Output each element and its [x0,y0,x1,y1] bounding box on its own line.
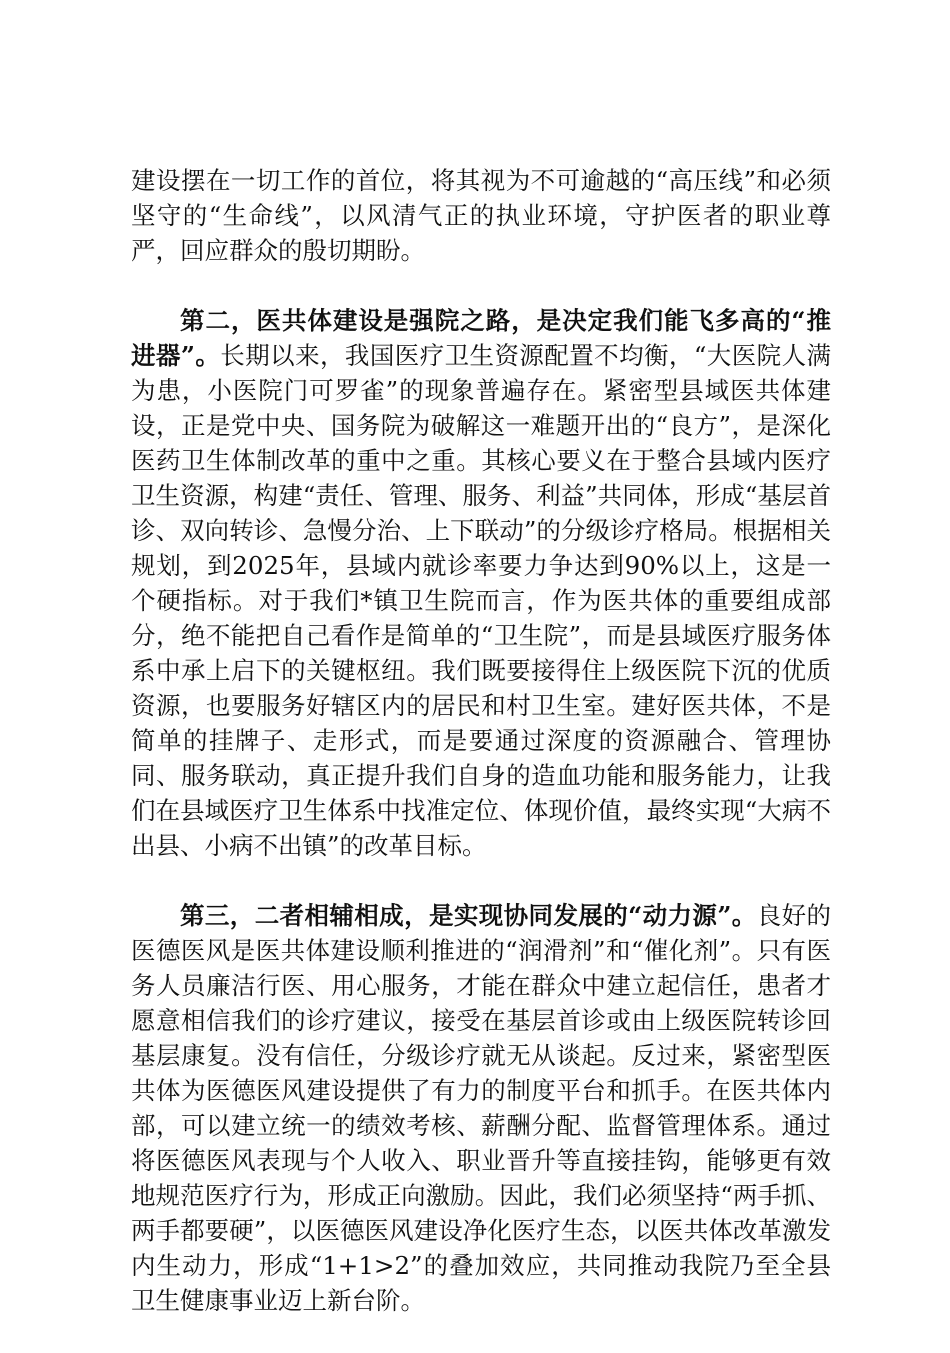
paragraph-body: 建设摆在一切工作的首位，将其视为不可逾越的“高压线”和必须坚守的“生命线”，以风清气正的执业环境，守护医者的职业尊严，回应群众的殷切期盼。 [131,166,831,265]
paragraph-continuation [131,163,831,268]
paragraph-third-point [131,898,831,1318]
paragraph-lead-heading: 第二，医共体建设是强院之路，是决定我们能飞多高的“推进器”。 [131,306,831,370]
paragraph-body: 良好的医德医风是医共体建设顺利推进的“润滑剂”和“催化剂”。只有医务人员廉洁行医、用心服务，才能在群众中建立起信任，患者才愿意相信我们的诊疗建议，接受在基层首诊或由上级医院转诊回基层康复。没有信任，分级诊疗就无从谈起。反过来，紧密型医共体为医德医风建设提供了有力的制度平台和抓手。在医共体内部，可以建立统一的绩效考核、薪酬分配、监督管理体系。通过将医德医风表现与个人收入、职业晋升等直接挂钩，能够更有效地规范医疗行为，形成正向激励。因此，我们必须坚持“两手抓、两手都要硬”，以医德医风建设净化医疗生态，以医共体改革激发内生动力，形成“1+1>2”的叠加效应，共同推动我院乃至全县卫生健康事业迈上新台阶。 [131,901,831,1315]
paragraph-body: 长期以来，我国医疗卫生资源配置不均衡，“大医院人满为患，小医院门可罗雀”的现象普遍存在。紧密型县域医共体建设，正是党中央、国务院为破解这一难题开出的“良方”，是深化医药卫生体制改革的重中之重。其核心要义在于整合县域内医疗卫生资源，构建“责任、管理、服务、利益”共同体，形成“基层首诊、双向转诊、急慢分治、上下联动”的分级诊疗格局。根据相关规划，到2025年，县域内就诊率要力争达到90%以上，这是一个硬指标。对于我们*镇卫生院而言，作为医共体的重要组成部分，绝不能把自己看作是简单的“卫生院”，而是县域医疗服务体系中承上启下的关键枢纽。我们既要接得住上级医院下沉的优质资源，也要服务好辖区内的居民和村卫生室。建好医共体，不是简单的挂牌子、走形式，而是要通过深度的资源融合、管理协同、服务联动，真正提升我们自身的造血功能和服务能力，让我们在县域医疗卫生体系中找准定位、体现价值，最终实现“大病不出县、小病不出镇”的改革目标。 [131,341,831,860]
document-page [131,163,831,1353]
paragraph-lead-heading: 第三，二者相辅相成，是实现协同发展的“动力源”。 [180,901,757,930]
paragraph-second-point [131,303,831,863]
